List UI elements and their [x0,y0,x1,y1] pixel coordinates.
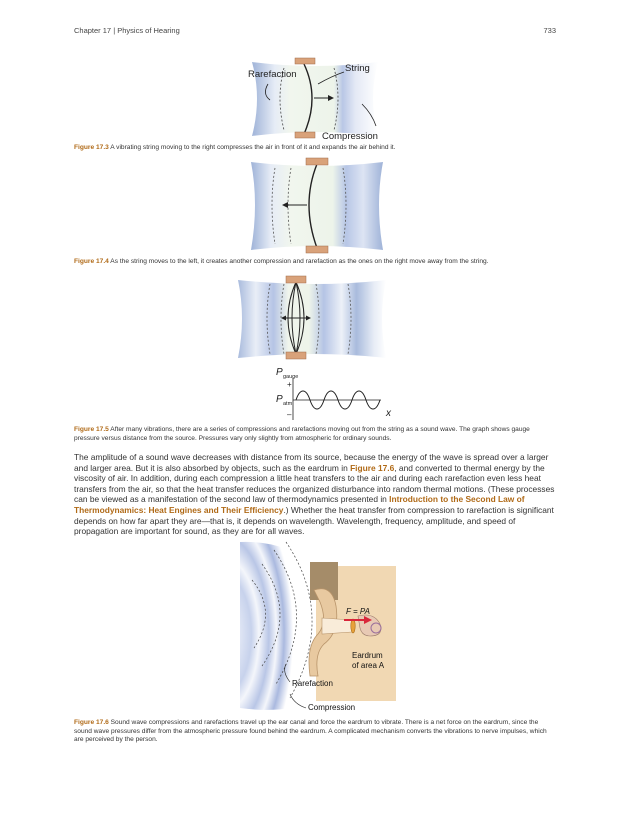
air-region [238,280,386,358]
compression-label: Compression [308,703,356,712]
second-law-link[interactable]: Introduction to the Second Law of Thermodynamics: Heat Engines and Their Efficiency [74,494,525,515]
figure-label: Figure 17.4 [74,258,109,265]
minus-sign: – [287,410,292,419]
eardrum-area-label: of area A [352,661,385,670]
air-region [251,162,383,250]
string-label: String [345,63,370,74]
figure-label: Figure 17.5 [74,426,109,433]
string-clamp-top [286,276,306,283]
figure-17-4-illustration [245,156,390,256]
compression-label: Compression [322,131,378,142]
distance-axis-label: x [386,408,391,419]
figure-17-6-caption [74,719,554,745]
caption-text: A vibrating string moving to the right compresses the air in front of it and expands the air behind it. [108,144,396,151]
paragraph-text-2: , and converted to thermal energy by the viscosity of air. In addition, during each compression a little heat transfers to the air and during each rarefaction even less heat transfers from the air, so that the heat transfer reduces the organized disturbance into random thermal motions. (These processes can be viewed as a manifestation of the second law of thermodynamics presented in [74,462,555,505]
figure-17-6-illustration [240,536,400,716]
plus-sign: + [287,380,292,389]
string-clamp-bottom [286,352,306,359]
rarefaction-label: Rarefaction [292,679,333,688]
eardrum-label: Eardrum [352,651,383,660]
caption-text: As the string moves to the left, it creates another compression and rarefaction as the ones on the right move away from the string. [108,258,489,265]
figure-17-5-caption [74,426,554,443]
force-label: F = PA [346,607,370,616]
figure-17-6-link[interactable]: Figure 17.6 [350,462,395,473]
caption-text: Sound wave compressions and rarefactions travel up the ear canal and force the eardrum to vibrate. There is a net force on the eardrum, since the sound wave pressures differ from the atmospheric pressure found behind the eardrum. A complicated mechanism converts the vibrations to nerve impulses, which are perceived by the person. [74,719,547,744]
figure-17-3-illustration [240,56,390,142]
chapter-header: Chapter 17 | Physics of Hearing [74,26,180,35]
atmospheric-pressure-label: P [276,394,283,405]
string-clamp-top [295,58,315,64]
figure-17-5-illustration [236,274,396,424]
pressure-axis-label: P [276,367,283,378]
caption-text: After many vibrations, there are a series of compressions and rarefactions moving out from the string as a sound wave. The graph shows gauge pressure versus distance from the source. Pressures vary only slightly from atmospheric for ordinary sounds. [74,426,530,442]
atm-subscript: atm [283,401,293,407]
page-number: 733 [543,26,556,35]
figure-17-3-caption [74,144,554,153]
gauge-subscript: gauge [283,374,299,380]
figure-17-4-caption [74,258,554,267]
body-paragraph [74,452,558,537]
string-clamp-bottom [295,132,315,138]
string-clamp-top [306,158,328,165]
paragraph-text-1: The amplitude of a sound wave decreases with distance from its source, because the energy of the wave is spread over a larger and larger area. But it is also absorbed by objects, such as the eardrum in [74,452,549,473]
figure-label: Figure 17.3 [74,144,109,151]
paragraph-text-3: .) Whether the heat transfer from compression to rarefaction is significant depends on how far apart they are—that is, it depends on wavelength. Wavelength, frequency, amplitude, and speed of propagation are important for sound, as they are for all waves. [74,504,554,537]
eardrum [351,619,355,633]
rarefaction-label: Rarefaction [248,69,297,80]
figure-label: Figure 17.6 [74,719,109,726]
string-clamp-bottom [306,246,328,253]
